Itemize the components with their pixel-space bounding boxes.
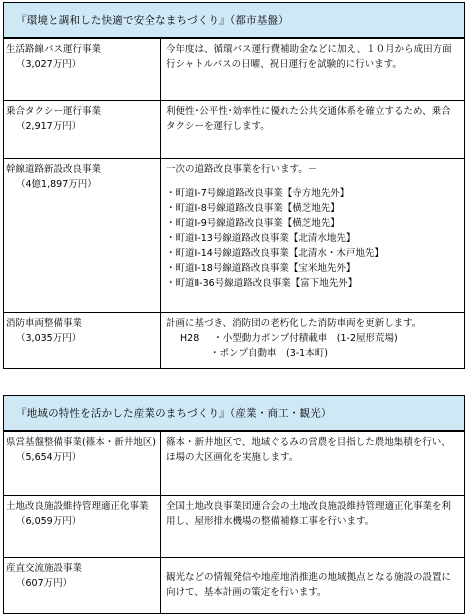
project-description — [161, 313, 465, 369]
list-item: ・町道Ⅰ-7号線道路改良事業【寺方地先外】 — [166, 188, 350, 199]
project-name-cell — [4, 496, 161, 558]
fiscal-year: H28 — [180, 333, 200, 344]
list-item: ・町道Ⅱ-36号線道路改良事業【富下地先外】 — [166, 278, 358, 289]
project-name-cell — [4, 159, 161, 313]
section-header — [3, 395, 465, 431]
section-title: 『地域の特性を活かした産業のまちづくり』（産業・商工・観光） — [16, 407, 332, 420]
section-header — [3, 2, 465, 38]
project-description — [161, 558, 465, 614]
table-row — [4, 313, 465, 369]
project-name-cell — [4, 558, 161, 614]
list-item: ・小型動力ポンプ付積載車 (1-2屋形荒場) — [213, 333, 398, 344]
table-row — [4, 558, 465, 614]
project-name: 県営基盤整備事業(篠本・新井地区) — [6, 437, 156, 448]
description-text: 一次の道路改良事業を行います。－ — [166, 164, 318, 175]
table-row — [4, 432, 465, 496]
project-name-cell — [4, 101, 161, 159]
table-row — [4, 101, 465, 159]
list-item: ・町道Ⅰ-18号線道路改良事業【宝米地先外】 — [166, 263, 356, 274]
description-text: 利便性･公平性･効率性に優れた公共交通体系を確立するため、乗合タクシーを運行します。 — [166, 106, 451, 132]
list-item: ・町道Ⅰ-8号線道路改良事業【横芝地先】 — [166, 203, 340, 214]
list-item: ・町道Ⅰ-14号線道路改良事業【北清水・木戸地先】 — [166, 248, 384, 259]
table-row — [4, 159, 465, 313]
project-name: 生活路線バス運行事業 — [6, 44, 102, 55]
project-cost: （2,917万円） — [16, 121, 82, 132]
list-item: ・町道Ⅰ-13号線道路改良事業【北清水地先】 — [166, 233, 356, 244]
project-table — [3, 431, 465, 614]
section-title: 『環境と調和した快適で安全なまちづくり』（都市基盤） — [16, 14, 289, 27]
project-description — [161, 432, 465, 496]
project-cost: （3,035万円） — [16, 333, 82, 344]
table-row — [4, 496, 465, 558]
project-description — [161, 496, 465, 558]
project-description — [161, 101, 465, 159]
project-name: 消防車両整備事業 — [6, 318, 83, 329]
description-text: 篠本・新井地区で、地域ぐるみの営農を目指した農地集積を行い、ほ場の大区画化を実施します。 — [166, 437, 451, 463]
project-cost: （6,059万円） — [16, 516, 82, 527]
list-item: ・ポンプ自動車 (3-1本町) — [210, 348, 328, 359]
project-name-cell — [4, 39, 161, 101]
project-name: 乗合タクシー運行事業 — [6, 106, 102, 117]
project-description — [161, 39, 465, 101]
list-item: ・町道Ⅰ-9号線道路改良事業【横芝地先】 — [166, 218, 340, 229]
project-cost: （4億1,897万円） — [16, 179, 97, 190]
project-name-cell — [4, 313, 161, 369]
table-row — [4, 39, 465, 101]
project-cost: （607万円） — [16, 578, 73, 589]
description-text: 今年度は、循環バス運行費補助金などに加え、１０月から成田方面行シャトルバスの日曜、祝日運行を試験的に行います。 — [166, 44, 452, 70]
vehicle-line — [166, 331, 460, 346]
project-name: 幹線道路新設改良事業 — [6, 164, 102, 175]
description-text: 全国土地改良事業団連合会の土地改良施設維持管理適正化事業を利用し、屋形排水機場の整備補修工事を行います。 — [166, 501, 452, 527]
description-text: 観光などの情報発信や地産地消推進の地域拠点となる施設の設置に向けて、基本計画の策定を行います。 — [166, 572, 452, 598]
project-table — [3, 38, 465, 369]
project-name-cell — [4, 432, 161, 496]
project-name: 土地改良施設維持管理適正化事業 — [6, 501, 149, 512]
description-text: 計画に基づき、消防団の老朽化した消防車両を更新します。 — [166, 318, 422, 329]
project-cost: （3,027万円） — [16, 59, 82, 70]
project-cost: （5,654万円） — [16, 452, 82, 463]
project-description — [161, 159, 465, 313]
project-name: 産直交流施設事業 — [6, 563, 83, 574]
